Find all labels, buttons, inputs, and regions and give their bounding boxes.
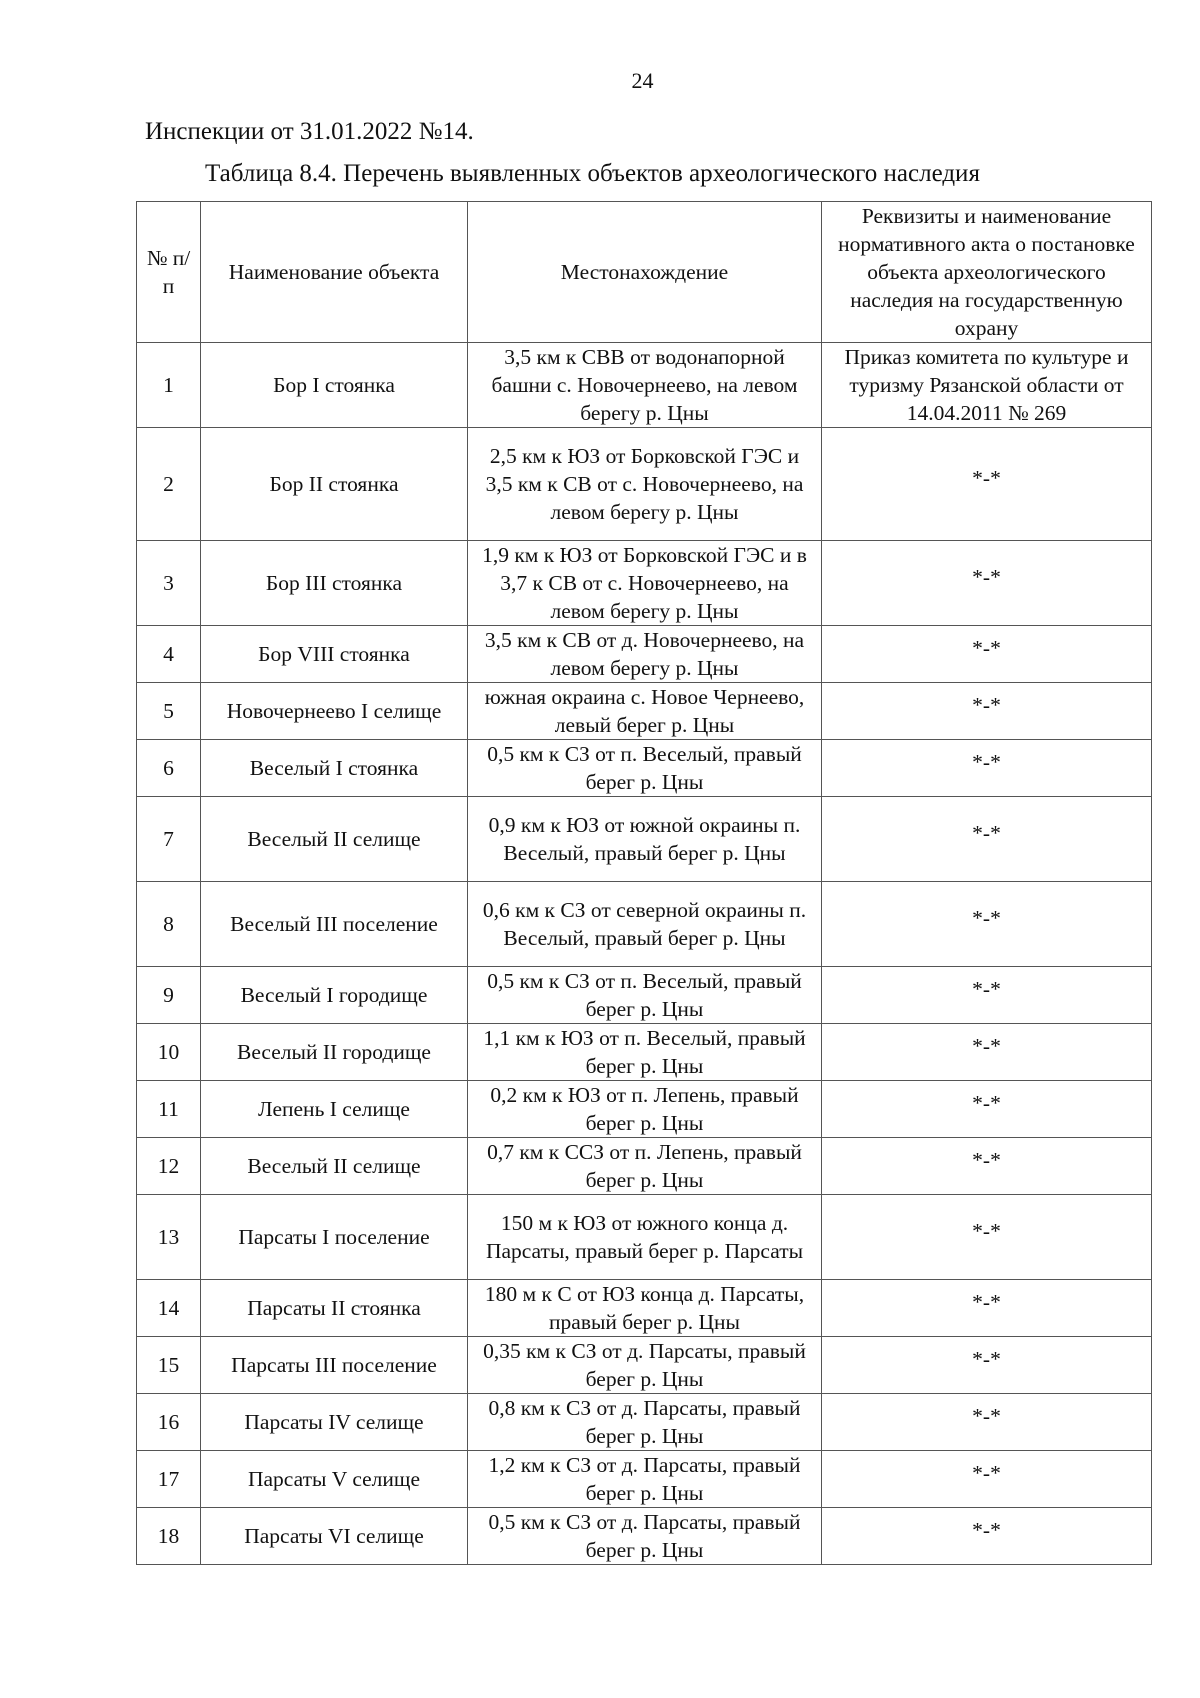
cell-num: 10 [137, 1024, 201, 1081]
cell-name: Парсаты VI селище [201, 1508, 468, 1565]
cell-name: Парсаты V селище [201, 1451, 468, 1508]
cell-num: 6 [137, 740, 201, 797]
ditto-mark: *-* [972, 565, 1001, 589]
cell-name: Лепень I селище [201, 1081, 468, 1138]
table-caption: Таблица 8.4. Перечень выявленных объектов археологического наследия [205, 160, 980, 187]
cell-location: 180 м к С от ЮЗ конца д. Парсаты, правый берег р. Цны [468, 1280, 822, 1337]
cell-act: Приказ комитета по культуре и туризму Рязанской области от 14.04.2011 № 269 [822, 343, 1152, 428]
cell-name: Веселый II селище [201, 797, 468, 882]
table-row [137, 1280, 1152, 1337]
cell-name: Бор II стоянка [201, 428, 468, 541]
cell-location: 1,9 км к ЮЗ от Борковской ГЭС и в 3,7 к СВ от с. Новочернеево, на левом берегу р. Цны [468, 541, 822, 626]
cell-location: 0,6 км к СЗ от северной окраины п. Веселый, правый берег р. Цны [468, 882, 822, 967]
cell-act [822, 1280, 1152, 1337]
ditto-mark: *-* [972, 1148, 1001, 1172]
header-location: Местонахождение [468, 202, 822, 343]
cell-num: 13 [137, 1195, 201, 1280]
table-row [137, 967, 1152, 1024]
cell-name: Веселый I городище [201, 967, 468, 1024]
cell-act [822, 1394, 1152, 1451]
cell-num: 1 [137, 343, 201, 428]
table-row [137, 1394, 1152, 1451]
cell-location: южная окраина с. Новое Чернеево, левый берег р. Цны [468, 683, 822, 740]
cell-name: Веселый III поселение [201, 882, 468, 967]
cell-name: Бор III стоянка [201, 541, 468, 626]
cell-num: 18 [137, 1508, 201, 1565]
ditto-mark: *-* [972, 1404, 1001, 1428]
table-row [137, 626, 1152, 683]
cell-act [822, 882, 1152, 967]
ditto-mark: *-* [972, 466, 1001, 490]
cell-num: 5 [137, 683, 201, 740]
table-row [137, 882, 1152, 967]
cell-location: 0,8 км к СЗ от д. Парсаты, правый берег р. Цны [468, 1394, 822, 1451]
ditto-mark: *-* [972, 636, 1001, 660]
ditto-mark: *-* [972, 1219, 1001, 1243]
ditto-mark: *-* [972, 906, 1001, 930]
cell-act [822, 428, 1152, 541]
cell-location: 0,35 км к СЗ от д. Парсаты, правый берег р. Цны [468, 1337, 822, 1394]
header-num: № п/п [137, 202, 201, 343]
cell-act [822, 967, 1152, 1024]
table-row [137, 1337, 1152, 1394]
table-row [137, 1508, 1152, 1565]
cell-num: 9 [137, 967, 201, 1024]
table-row [137, 683, 1152, 740]
cell-act [822, 1451, 1152, 1508]
cell-location: 0,5 км к СЗ от п. Веселый, правый берег р. Цны [468, 967, 822, 1024]
cell-num: 12 [137, 1138, 201, 1195]
ditto-mark: *-* [972, 1461, 1001, 1485]
table-row [137, 740, 1152, 797]
cell-location: 0,7 км к ССЗ от п. Лепень, правый берег р. Цны [468, 1138, 822, 1195]
cell-act [822, 626, 1152, 683]
heritage-objects-table [136, 201, 1152, 1565]
cell-name: Бор VIII стоянка [201, 626, 468, 683]
table-row [137, 541, 1152, 626]
cell-act [822, 1195, 1152, 1280]
cell-location: 0,2 км к ЮЗ от п. Лепень, правый берег р. Цны [468, 1081, 822, 1138]
ditto-mark: *-* [972, 1347, 1001, 1371]
cell-location: 2,5 км к ЮЗ от Борковской ГЭС и 3,5 км к СВ от с. Новочернеево, на левом берегу р. Цны [468, 428, 822, 541]
ditto-mark: *-* [972, 693, 1001, 717]
cell-name: Новочернеево I селище [201, 683, 468, 740]
cell-location: 3,5 км к СВ от д. Новочернеево, на левом берегу р. Цны [468, 626, 822, 683]
cell-name: Веселый I стоянка [201, 740, 468, 797]
cell-name: Веселый II селище [201, 1138, 468, 1195]
cell-act [822, 1508, 1152, 1565]
ditto-mark: *-* [972, 750, 1001, 774]
ditto-mark: *-* [972, 1034, 1001, 1058]
cell-num: 3 [137, 541, 201, 626]
cell-name: Парсаты IV селище [201, 1394, 468, 1451]
cell-name: Парсаты II стоянка [201, 1280, 468, 1337]
cell-act [822, 1081, 1152, 1138]
ditto-mark: *-* [972, 821, 1001, 845]
cell-num: 4 [137, 626, 201, 683]
ditto-mark: *-* [972, 1518, 1001, 1542]
cell-name: Парсаты I поселение [201, 1195, 468, 1280]
table-row [137, 428, 1152, 541]
ditto-mark: *-* [972, 1290, 1001, 1314]
page-number: 24 [631, 68, 654, 93]
cell-name: Бор I стоянка [201, 343, 468, 428]
cell-location: 1,2 км к СЗ от д. Парсаты, правый берег р. Цны [468, 1451, 822, 1508]
cell-act [822, 740, 1152, 797]
intro-text: Инспекции от 31.01.2022 №14. [145, 118, 474, 145]
ditto-mark: *-* [972, 1091, 1001, 1115]
table-row [137, 797, 1152, 882]
cell-num: 17 [137, 1451, 201, 1508]
table-row [137, 1138, 1152, 1195]
cell-act [822, 1337, 1152, 1394]
header-act: Реквизиты и наименование нормативного акта о постановке объекта археологического наследия на государственную охрану [822, 202, 1152, 343]
table-header-row [137, 202, 1152, 343]
cell-num: 7 [137, 797, 201, 882]
cell-num: 14 [137, 1280, 201, 1337]
header-name: Наименование объекта [201, 202, 468, 343]
cell-name: Парсаты III поселение [201, 1337, 468, 1394]
cell-act [822, 1138, 1152, 1195]
table-row [137, 343, 1152, 428]
cell-location: 0,5 км к СЗ от д. Парсаты, правый берег р. Цны [468, 1508, 822, 1565]
cell-num: 16 [137, 1394, 201, 1451]
table-row [137, 1024, 1152, 1081]
cell-num: 15 [137, 1337, 201, 1394]
cell-num: 11 [137, 1081, 201, 1138]
cell-location: 0,9 км к ЮЗ от южной окраины п. Веселый, правый берег р. Цны [468, 797, 822, 882]
cell-name: Веселый II городище [201, 1024, 468, 1081]
cell-act [822, 683, 1152, 740]
cell-act [822, 541, 1152, 626]
cell-location: 150 м к ЮЗ от южного конца д. Парсаты, правый берег р. Парсаты [468, 1195, 822, 1280]
table-row [137, 1195, 1152, 1280]
table-row [137, 1081, 1152, 1138]
cell-location: 1,1 км к ЮЗ от п. Веселый, правый берег р. Цны [468, 1024, 822, 1081]
cell-num: 8 [137, 882, 201, 967]
cell-act [822, 1024, 1152, 1081]
cell-location: 0,5 км к СЗ от п. Веселый, правый берег р. Цны [468, 740, 822, 797]
cell-location: 3,5 км к СВВ от водонапорной башни с. Новочернеево, на левом берегу р. Цны [468, 343, 822, 428]
cell-act [822, 797, 1152, 882]
table-row [137, 1451, 1152, 1508]
ditto-mark: *-* [972, 977, 1001, 1001]
cell-num: 2 [137, 428, 201, 541]
